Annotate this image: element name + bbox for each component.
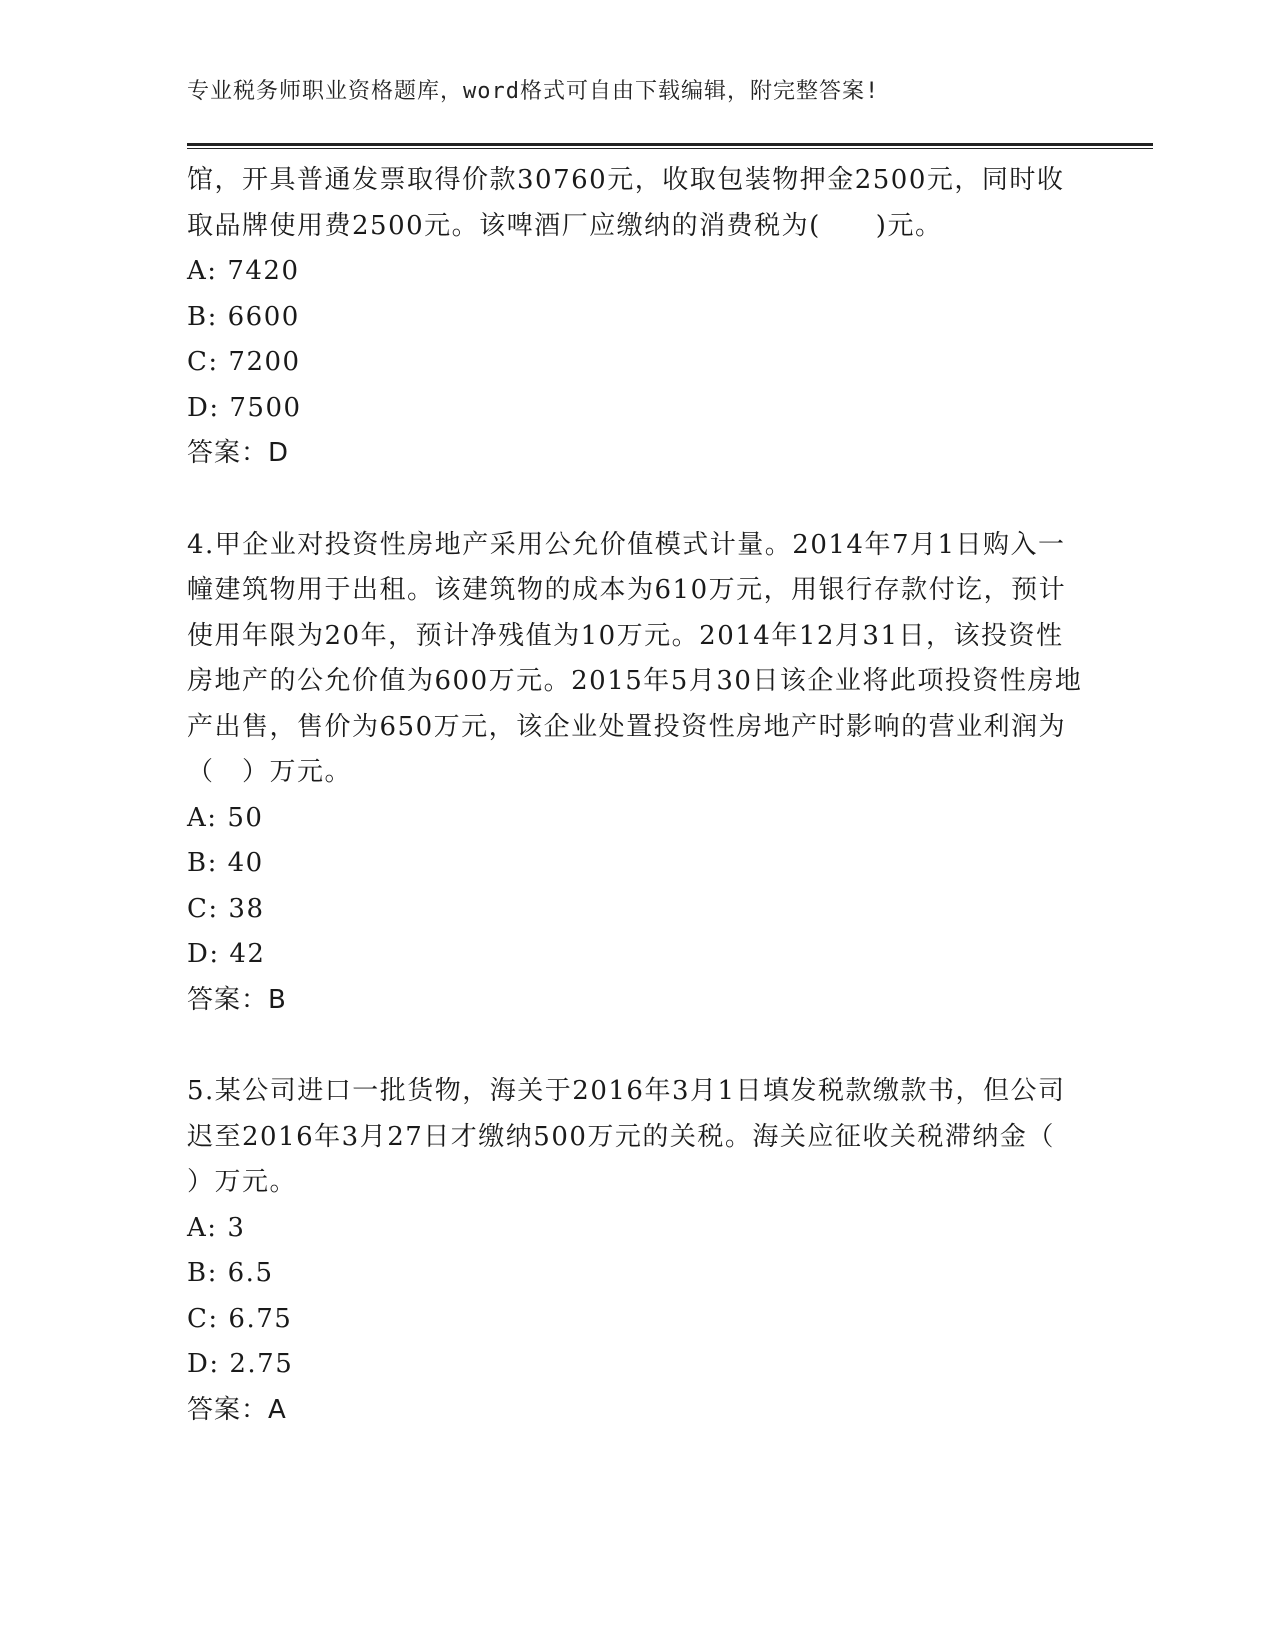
question-text: 5.某公司进口一批货物，海关于2016年3月1日填发税款缴款书，但公司迟至2016年3月27日才缴纳500万元的关税。海关应征收关税滞纳金（ ）万元。 — [187, 1076, 1110, 1197]
question-list — [187, 158, 1110, 1433]
option-key: C: — [187, 893, 219, 924]
option-c — [187, 340, 1087, 386]
option-b — [187, 1251, 1087, 1297]
option-value: 38 — [228, 893, 265, 924]
option-key: A: — [187, 802, 218, 833]
option-d — [187, 386, 1087, 432]
answer-line: 答案：A — [187, 1394, 287, 1425]
option-b — [187, 841, 1087, 887]
question-block — [187, 158, 1087, 477]
option-key: D: — [187, 939, 220, 969]
option-value: 7500 — [229, 392, 302, 423]
option-d — [187, 932, 1087, 978]
question-block — [187, 523, 1087, 1024]
option-value: 3 — [227, 1212, 246, 1243]
option-value: 6.5 — [227, 1258, 274, 1288]
option-value: 50 — [227, 802, 264, 833]
option-value: 7200 — [228, 347, 301, 377]
option-key: C: — [187, 347, 219, 377]
spacer — [187, 1023, 1087, 1069]
option-value: 6600 — [227, 301, 300, 332]
option-a — [187, 1206, 1087, 1252]
option-d — [187, 1342, 1087, 1388]
option-key: D: — [187, 1349, 220, 1379]
question-text: 馆，开具普通发票取得价款30760元，收取包装物押金2500元，同时收取品牌使用费2500元。该啤酒厂应缴纳的消费税为( )元。 — [187, 165, 1065, 241]
option-c — [187, 1297, 1087, 1343]
answer-line: 答案：B — [187, 984, 287, 1015]
option-a — [187, 249, 1087, 295]
option-key: B: — [187, 1258, 218, 1288]
option-key: A: — [187, 256, 218, 286]
option-b — [187, 295, 1087, 341]
option-key: A: — [187, 1212, 218, 1243]
option-key: B: — [187, 848, 218, 878]
option-value: 7420 — [227, 256, 300, 286]
page-header: 专业税务师职业资格题库，word格式可自由下载编辑，附完整答案! — [187, 79, 880, 104]
spacer — [187, 477, 1087, 523]
question-text: 4.甲企业对投资性房地产采用公允价值模式计量。2014年7月1日购入一幢建筑物用于出租。该建筑物的成本为610万元，用银行存款付讫，预计使用年限为20年，预计净残值为10万元。2014年12月31日，该投资性房地产的公允价值为600万元。2015年5月30日该企业将此项投资性房地产出售，售价为650万元，该企业处置投资性房地产时影响的营业利润为（ ）万元。 — [187, 529, 1083, 787]
option-value: 40 — [227, 848, 264, 878]
option-key: B: — [187, 301, 218, 332]
option-key: C: — [187, 1303, 219, 1334]
option-value: 2.75 — [229, 1349, 294, 1379]
option-value: 42 — [229, 939, 266, 969]
question-block — [187, 1069, 1110, 1433]
option-value: 6.75 — [228, 1303, 293, 1334]
option-c — [187, 887, 1087, 933]
option-a — [187, 796, 1087, 842]
header-divider — [187, 143, 1153, 149]
option-key: D: — [187, 392, 220, 423]
answer-line: 答案：D — [187, 438, 290, 468]
